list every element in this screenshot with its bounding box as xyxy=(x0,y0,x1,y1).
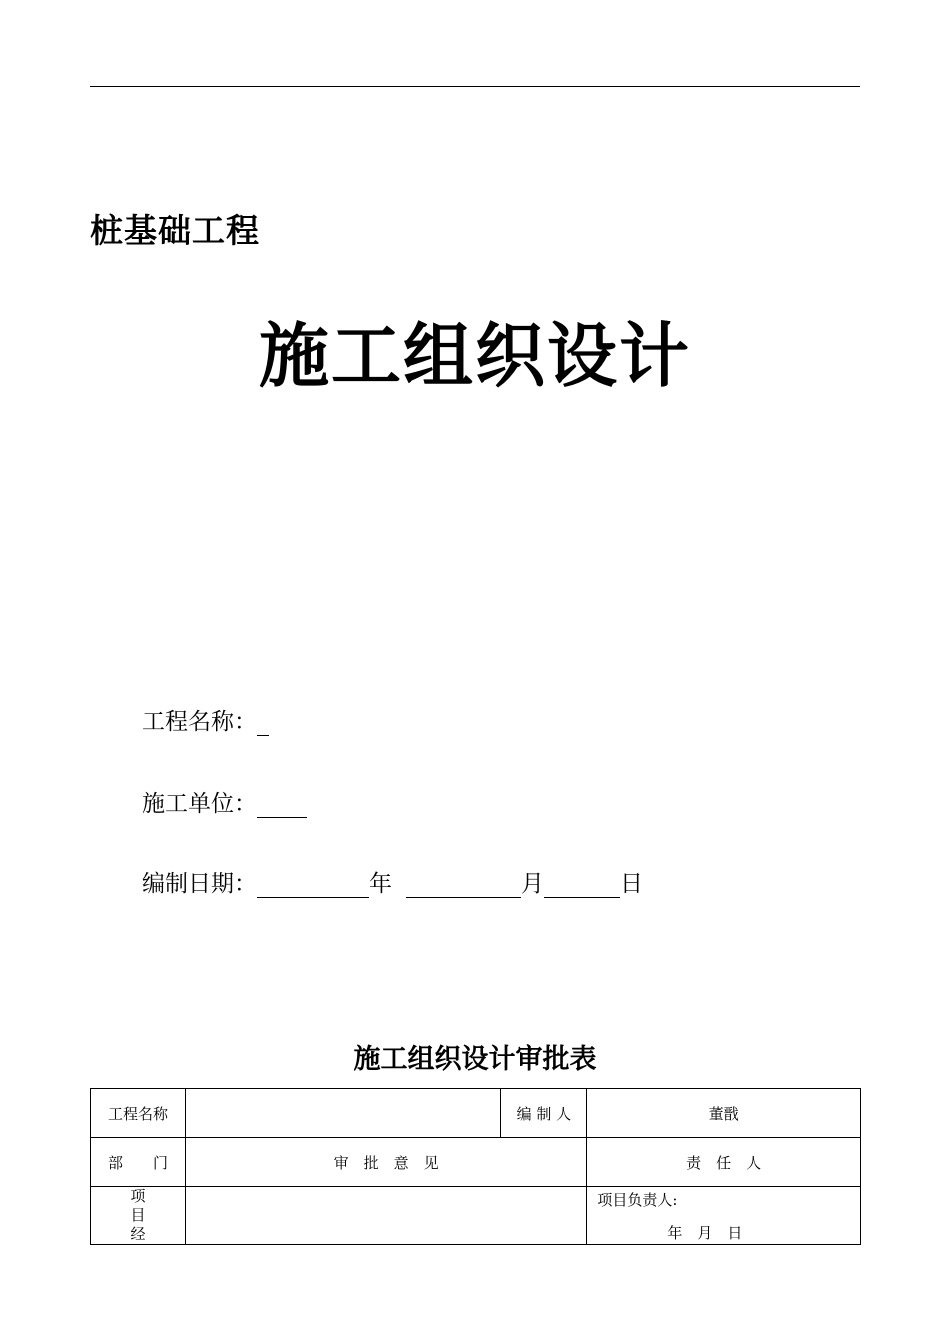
year-label: 年 xyxy=(369,871,392,897)
responsible-cell[interactable] xyxy=(587,1187,861,1245)
construction-unit-label: 施工单位： xyxy=(142,791,257,817)
year-blank[interactable] xyxy=(257,875,369,898)
department-header: 部 门 xyxy=(91,1138,186,1187)
approval-table-title: 施工组织设计审批表 xyxy=(353,1044,597,1075)
month-blank[interactable] xyxy=(406,875,521,898)
compile-date-label: 编制日期： xyxy=(142,871,257,897)
project-name-row xyxy=(142,703,269,736)
project-lead-label: 项目负责人: xyxy=(597,1191,678,1209)
day-blank[interactable] xyxy=(544,875,620,898)
document-subtitle: 桩基础工程 xyxy=(90,211,260,250)
approval-table xyxy=(90,1088,861,1245)
construction-unit-blank[interactable] xyxy=(257,795,307,818)
project-name-blank[interactable] xyxy=(257,713,269,736)
compile-date-row xyxy=(142,865,643,898)
opinion-cell[interactable] xyxy=(185,1187,586,1245)
document-title: 施工组织设计 xyxy=(259,315,691,397)
project-name-cell[interactable] xyxy=(185,1089,501,1138)
project-manager-dept-label: 项 目 经 xyxy=(130,1187,146,1243)
opinion-header: 审 批 意 见 xyxy=(185,1138,586,1187)
top-rule xyxy=(90,86,860,87)
table-row xyxy=(91,1089,861,1138)
compiler-header: 编 制 人 xyxy=(501,1089,587,1138)
table-row xyxy=(91,1138,861,1187)
project-name-label: 工程名称： xyxy=(142,709,257,735)
sign-date-label: 年 月 日 xyxy=(667,1224,743,1242)
project-name-header: 工程名称 xyxy=(91,1089,186,1138)
month-label: 月 xyxy=(521,871,544,897)
table-row xyxy=(91,1187,861,1245)
project-manager-dept-cell xyxy=(91,1187,186,1245)
compiler-cell[interactable]: 董戬 xyxy=(587,1089,861,1138)
construction-unit-row xyxy=(142,785,307,818)
responsible-header: 责 任 人 xyxy=(587,1138,861,1187)
day-label: 日 xyxy=(620,871,643,897)
